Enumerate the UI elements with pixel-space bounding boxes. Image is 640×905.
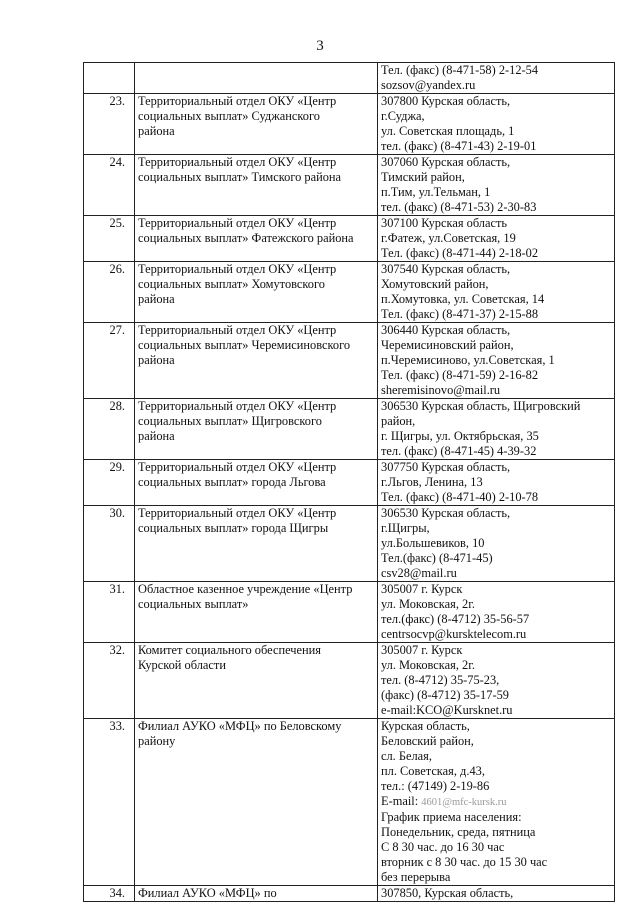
institutions-table (83, 62, 615, 902)
table-row (84, 63, 615, 94)
text-line: ул. Моковская, 2г. (381, 597, 475, 611)
text-line: Тел. (факс) (8-471-37) 2-15-88 (381, 307, 539, 321)
text-line: Филиал АУКО «МФЦ» по (138, 886, 277, 900)
contact-cell (378, 216, 615, 262)
text-line: (факс) (8-4712) 35-17-59 (381, 688, 509, 702)
text-line: centrsocvp@kursktelecom.ru (381, 627, 527, 641)
table-row (84, 460, 615, 506)
contact-cell (378, 886, 615, 902)
table-row (84, 216, 615, 262)
text-line: Территориальный отдел ОКУ «Центр (138, 460, 337, 474)
contact-cell (378, 94, 615, 155)
text-line: Филиал АУКО «МФЦ» по Беловскому (138, 719, 342, 733)
text-line: sozsov@yandex.ru (381, 78, 476, 92)
text-line: социальных выплат» Фатежского района (138, 231, 354, 245)
row-number: 29. (84, 460, 135, 506)
table-row (84, 886, 615, 902)
institution-name-cell (135, 460, 378, 506)
institution-name-cell (135, 643, 378, 719)
text-line: тел. (факс) (8-471-53) 2-30-83 (381, 200, 537, 214)
text-line: Тел. (факс) (8-471-44) 2-18-02 (381, 246, 539, 260)
text-line: сл. Белая, (381, 749, 432, 763)
text-line: социальных выплат» Хомутовского (138, 277, 325, 291)
text-line: 305007 г. Курск (381, 643, 463, 657)
text-line: району (138, 734, 176, 748)
row-number: 25. (84, 216, 135, 262)
table-row (84, 582, 615, 643)
text-line: п.Хомутовка, ул. Советская, 14 (381, 292, 545, 306)
institution-name-cell (135, 216, 378, 262)
text-line: Территориальный отдел ОКУ «Центр (138, 399, 337, 413)
text-line: ул.Большевиков, 10 (381, 536, 485, 550)
contact-cell (378, 719, 615, 886)
text-line: социальных выплат» города Щигры (138, 521, 329, 535)
text-line: Тимский район, (381, 170, 465, 184)
contact-cell (378, 399, 615, 460)
text-line: Территориальный отдел ОКУ «Центр (138, 262, 337, 276)
text-line: п.Черемисиново, ул.Советская, 1 (381, 353, 555, 367)
text-line: г.Щигры, (381, 521, 430, 535)
text-line: Курская область, (381, 719, 470, 733)
contact-cell (378, 323, 615, 399)
row-number: 34. (84, 886, 135, 902)
table-row (84, 719, 615, 886)
text-line: Хомутовский район, (381, 277, 489, 291)
text-line: района (138, 124, 175, 138)
table-row (84, 399, 615, 460)
text-line: Территориальный отдел ОКУ «Центр (138, 506, 337, 520)
text-line: тел. (факс) (8-471-43) 2-19-01 (381, 139, 537, 153)
table-body (84, 63, 615, 902)
institution-name-cell (135, 262, 378, 323)
table-row (84, 506, 615, 582)
text-line: тел. (факс) (8-471-45) 4-39-32 (381, 444, 537, 458)
text-line: социальных выплат» Черемисиновского (138, 338, 351, 352)
row-number: 24. (84, 155, 135, 216)
institution-name-cell (135, 399, 378, 460)
text-line: 307100 Курская область (381, 216, 508, 230)
text-line: 307800 Курская область, (381, 94, 511, 108)
text-line: 307540 Курская область, (381, 262, 511, 276)
institution-name-cell (135, 155, 378, 216)
institution-name-cell (135, 63, 378, 94)
institution-name-cell (135, 94, 378, 155)
contact-cell (378, 262, 615, 323)
text-line: csv28@mail.ru (381, 566, 457, 580)
text-line: района (138, 292, 175, 306)
text-line: г.Льгов, Ленина, 13 (381, 475, 483, 489)
contact-cell (378, 63, 615, 94)
text-line: вторник с 8 30 час. до 15 30 час (381, 855, 548, 869)
institution-name-cell (135, 323, 378, 399)
text-line: Территориальный отдел ОКУ «Центр (138, 94, 337, 108)
text-line: Тел.(факс) (8-471-45) (381, 551, 493, 565)
text-line: Территориальный отдел ОКУ «Центр (138, 323, 337, 337)
text-line: г. Щигры, ул. Октябрьская, 35 (381, 429, 539, 443)
text-line: Тел. (факс) (8-471-58) 2-12-54 (381, 63, 539, 77)
text-line: социальных выплат» Щигровского (138, 414, 322, 428)
text-line: ул. Моковская, 2г. (381, 658, 475, 672)
text-line: Понедельник, среда, пятница (381, 825, 536, 839)
row-number (84, 63, 135, 94)
text-line: 307850, Курская область, (381, 886, 514, 900)
contact-cell (378, 155, 615, 216)
institution-name-cell (135, 582, 378, 643)
text-line: Комитет социального обеспечения (138, 643, 321, 657)
row-number: 31. (84, 582, 135, 643)
table-row (84, 643, 615, 719)
text-line: п.Тим, ул.Тельман, 1 (381, 185, 491, 199)
text-line: Черемисиновский район, (381, 338, 514, 352)
text-line: Территориальный отдел ОКУ «Центр (138, 155, 337, 169)
table-row (84, 323, 615, 399)
contact-cell (378, 582, 615, 643)
row-number: 26. (84, 262, 135, 323)
text-line: 307750 Курская область, (381, 460, 511, 474)
text-line: социальных выплат» Тимского района (138, 170, 342, 184)
contact-cell (378, 460, 615, 506)
institution-name-cell (135, 886, 378, 902)
text-line: тел.: (47149) 2-19-86 (381, 779, 490, 793)
text-line: района (138, 353, 175, 367)
table-row (84, 155, 615, 216)
text-line: г.Фатеж, ул.Советская, 19 (381, 231, 516, 245)
email-line (381, 794, 611, 810)
text-line: Областное казенное учреждение «Центр (138, 582, 353, 596)
institution-name-cell (135, 506, 378, 582)
text-line: e-mail:KCO@Kursknet.ru (381, 703, 513, 717)
text-line: 307060 Курская область, (381, 155, 511, 169)
text-line: sheremisinovo@mail.ru (381, 383, 501, 397)
text-line: социальных выплат» Суджанского (138, 109, 320, 123)
text-line: Тел. (факс) (8-471-59) 2-16-82 (381, 368, 539, 382)
text-line: социальных выплат» города Льгова (138, 475, 326, 489)
text-line: ул. Советская площадь, 1 (381, 124, 515, 138)
text-line: Беловский район, (381, 734, 474, 748)
text-line: 306440 Курская область, (381, 323, 511, 337)
text-line: 306530 Курская область, Щигровский (381, 399, 581, 413)
text-line: пл. Советская, д.43, (381, 764, 485, 778)
text-line: График приема населения: (381, 810, 522, 824)
row-number: 27. (84, 323, 135, 399)
contact-cell (378, 643, 615, 719)
row-number: 30. (84, 506, 135, 582)
text-line: 305007 г. Курск (381, 582, 463, 596)
text-line: г.Суджа, (381, 109, 425, 123)
row-number: 28. (84, 399, 135, 460)
row-number: 33. (84, 719, 135, 886)
text-line: Тел. (факс) (8-471-40) 2-10-78 (381, 490, 539, 504)
email-link[interactable]: 4601@mfc-kursk.ru (421, 797, 507, 808)
text-line: район, (381, 414, 416, 428)
page-number: 3 (316, 38, 324, 54)
row-number: 32. (84, 643, 135, 719)
text-line: без перерыва (381, 870, 451, 884)
contact-cell (378, 506, 615, 582)
text-line: Курской области (138, 658, 226, 672)
text-line: социальных выплат» (138, 597, 249, 611)
text-line: С 8 30 час. до 16 30 час (381, 840, 505, 854)
row-number: 23. (84, 94, 135, 155)
text-line: Территориальный отдел ОКУ «Центр (138, 216, 337, 230)
table-row (84, 94, 615, 155)
text-line: района (138, 429, 175, 443)
institution-name-cell (135, 719, 378, 886)
table-row (84, 262, 615, 323)
email-label: E-mail: (381, 794, 419, 808)
text-line: тел. (8-4712) 35-75-23, (381, 673, 500, 687)
text-line: тел.(факс) (8-4712) 35-56-57 (381, 612, 530, 626)
text-line: 306530 Курская область, (381, 506, 511, 520)
